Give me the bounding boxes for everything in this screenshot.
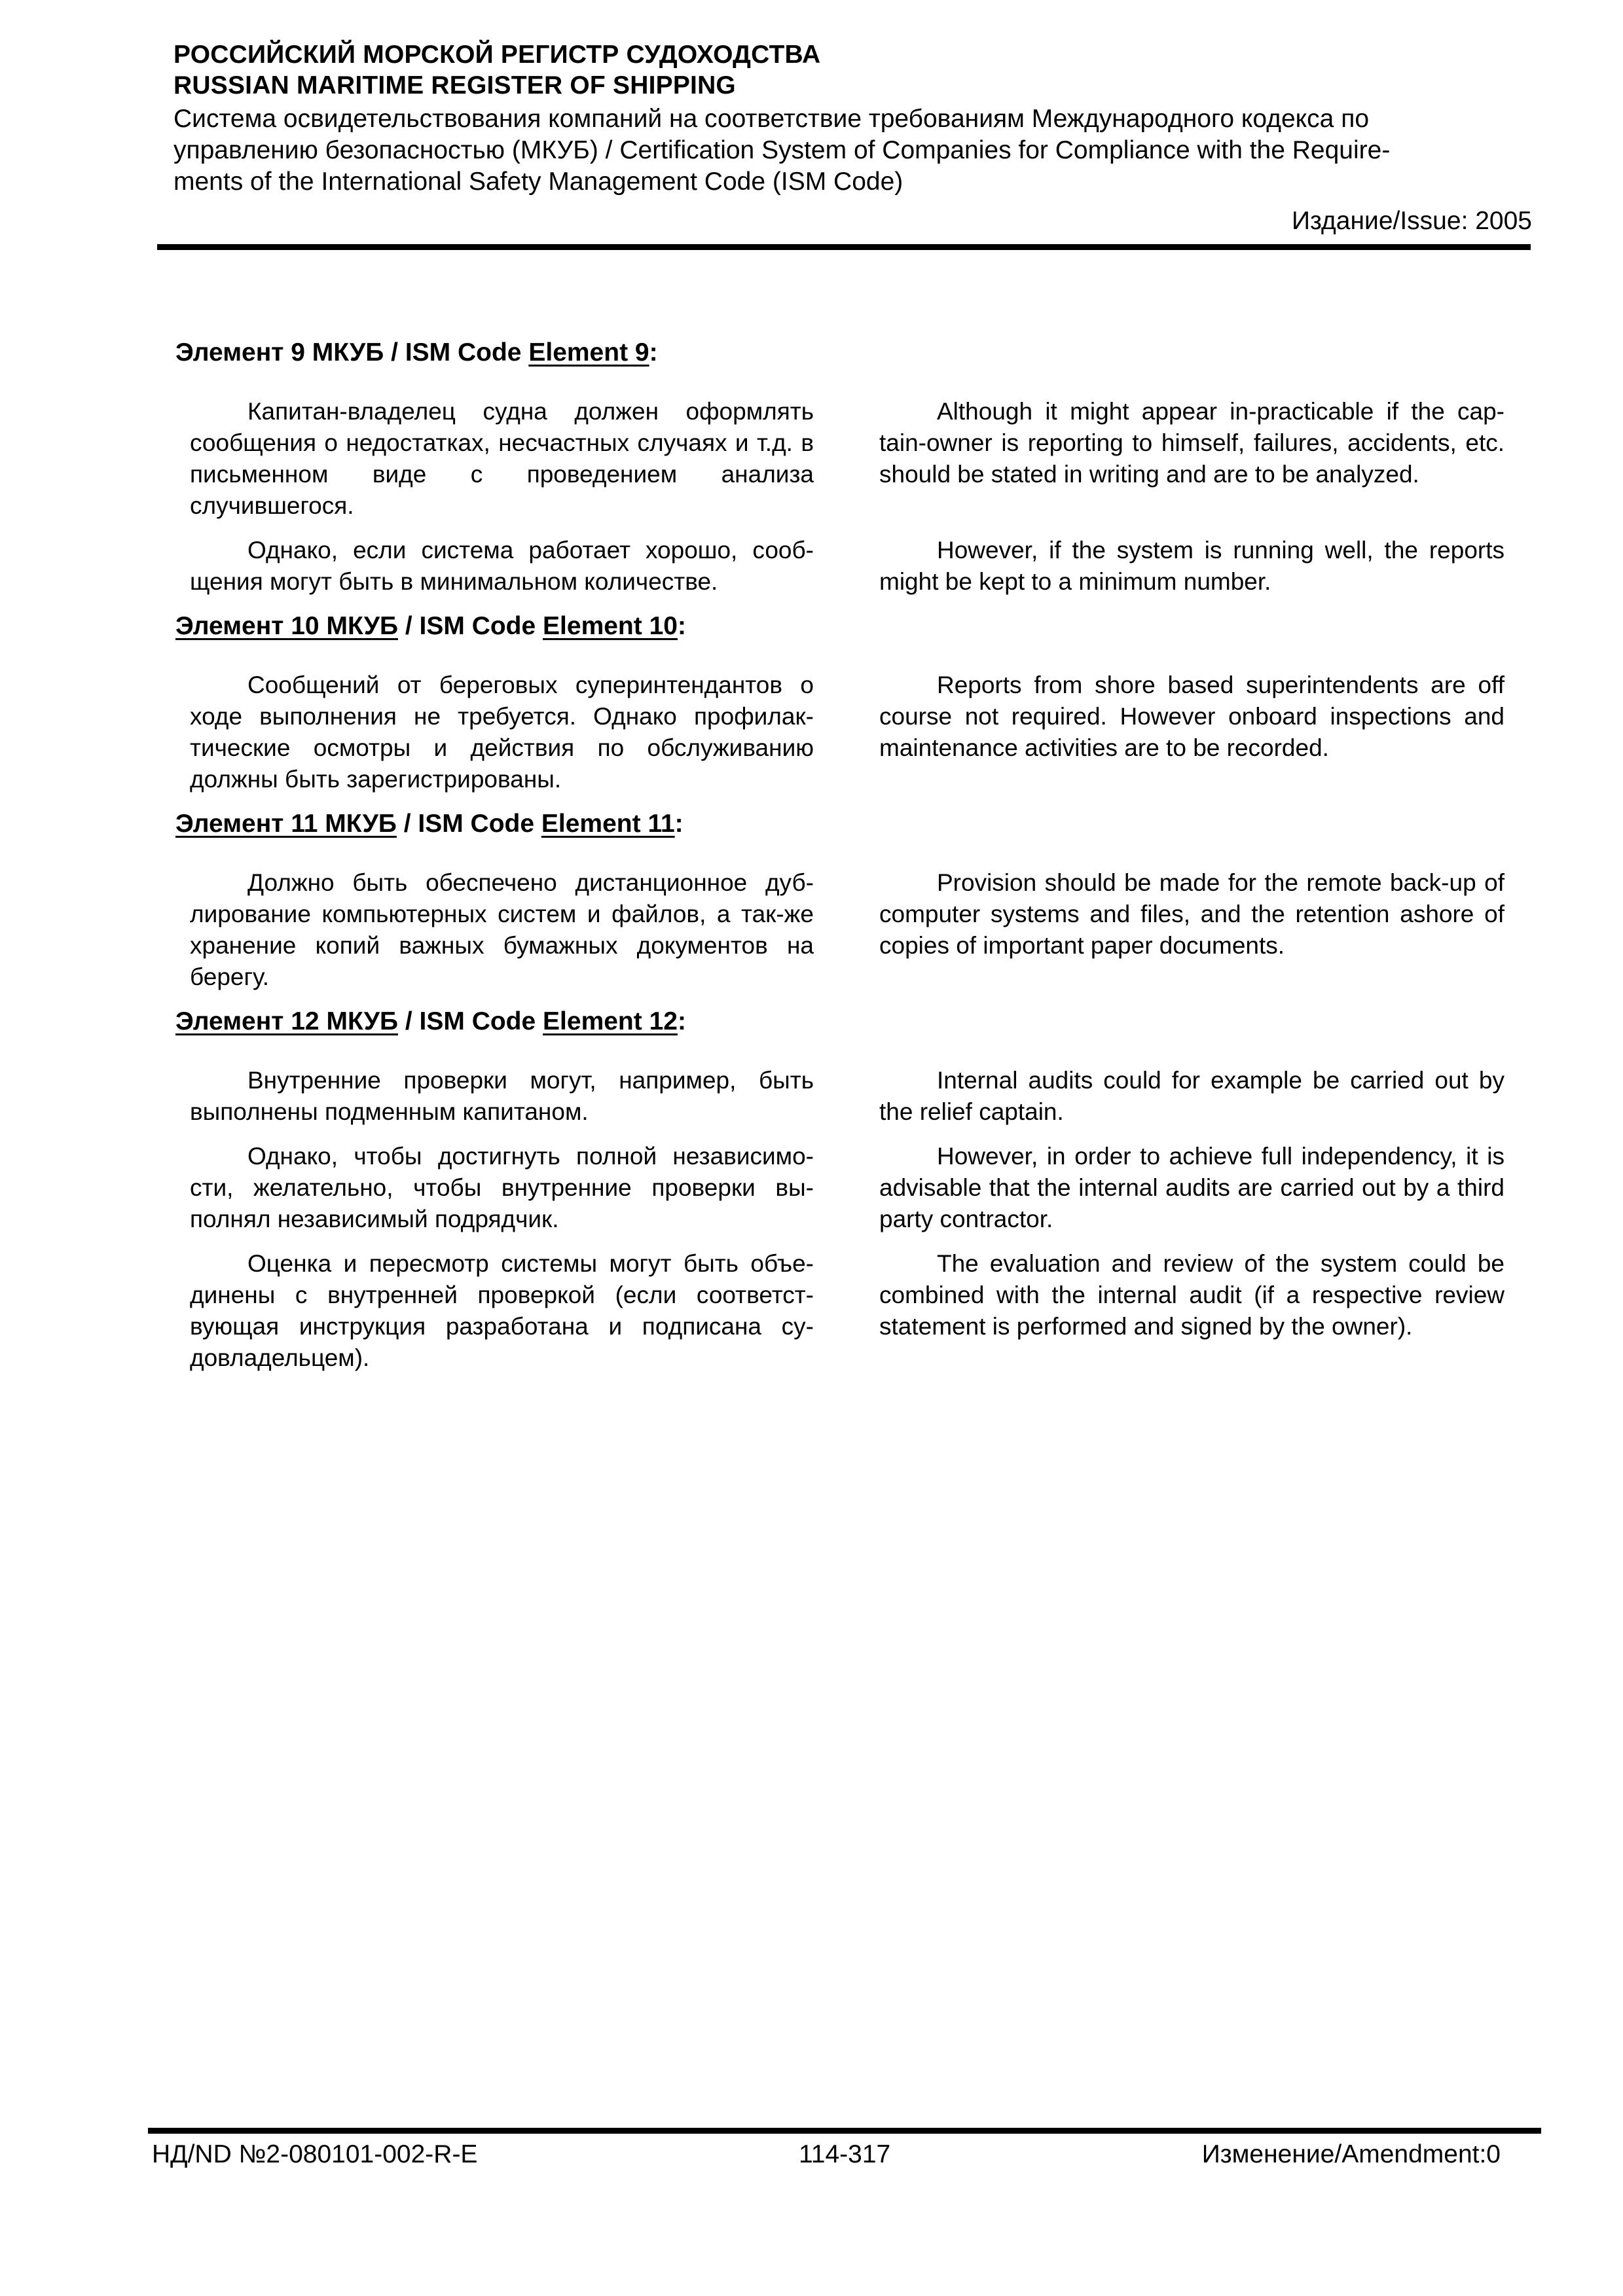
organization-name-ru: РОССИЙСКИЙ МОРСКОЙ РЕГИСТР СУДОХОДСТВА	[173, 41, 821, 69]
paragraph-pair	[175, 1248, 1504, 1374]
paragraph-en: Reports from shore based superintendents are off course not required. However onboard inspections and maintenance activities are to be recorded.	[879, 672, 1504, 761]
paragraph-pair	[175, 1141, 1504, 1235]
page-number: 114-317	[799, 2140, 891, 2168]
heading-suffix: :	[674, 810, 684, 838]
heading-link-element-10[interactable]: Element 10	[543, 612, 678, 640]
heading-link-element-9[interactable]: Element 9	[528, 338, 649, 367]
page-footer	[152, 2139, 1501, 2172]
document-body	[175, 337, 1504, 1387]
heading-prefix: Элемент 9 МКУБ / ISM Code	[175, 338, 529, 367]
heading-prefix: Элемент 10 МКУБ	[175, 612, 399, 640]
document-title-line: ments of the International Safety Management Code (ISM Code)	[173, 168, 903, 196]
heading-suffix: :	[677, 612, 686, 640]
paragraph-pair	[175, 535, 1504, 598]
paragraph-en: Although it might appear in-practicable if the cap-tain-owner is reporting to himself, failures, accidents, etc. should be stated in writing and are to be analyzed.	[879, 398, 1504, 488]
paragraph-en: However, if the system is running well, the reports might be kept to a minimum number.	[879, 537, 1504, 595]
document-title-line: управлению безопасностью (МКУБ) / Certification System of Companies for Compliance with the Require-	[173, 136, 1391, 164]
section-heading-element-12	[175, 1006, 1504, 1037]
section-heading-element-10	[175, 611, 1504, 642]
paragraph-ru: Капитан-владелец судна должен оформлять сообщения о недостатках, несчастных случаях и т.д. в письменном виде с проведением анализа случившегося.	[190, 398, 814, 519]
paragraph-ru: Однако, чтобы достигнуть полной независимо-сти, желательно, чтобы внутренние проверки вы-полнял независимый подрядчик.	[190, 1143, 814, 1232]
document-title-line: Система освидетельствования компаний на соответствие требованиям Международного кодекса по	[173, 105, 1370, 133]
heading-suffix: :	[649, 338, 658, 367]
issue-label: Издание/Issue: 2005	[1292, 207, 1532, 235]
paragraph-pair	[175, 867, 1504, 993]
paragraph-ru: Должно быть обеспечено дистанционное дуб-лирование компьютерных систем и файлов, а так-же хранение копий важных бумажных документов на берегу.	[190, 869, 814, 990]
paragraph-ru: Оценка и пересмотр системы могут быть объе-динены с внутренней проверкой (если соответст-вующая инструкция разработана и подписана су-довладельцем).	[190, 1250, 814, 1371]
organization-name-en: RUSSIAN MARITIME REGISTER OF SHIPPING	[173, 71, 736, 99]
paragraph-ru: Внутренние проверки могут, например, быть выполнены подменным капитаном.	[190, 1067, 814, 1125]
heading-prefix: Элемент 11 МКУБ	[175, 810, 397, 838]
footer-divider	[148, 2128, 1541, 2134]
heading-mid: / ISM Code	[398, 612, 543, 640]
heading-mid: / ISM Code	[396, 810, 541, 838]
paragraph-ru: Сообщений от береговых суперинтендантов о ходе выполнения не требуется. Однако профилак-тические осмотры и действия по обслуживанию должны быть зарегистрированы.	[190, 672, 814, 793]
paragraph-pair	[175, 670, 1504, 795]
paragraph-en: However, in order to achieve full independency, it is advisable that the internal audits are carried out by a third party contractor.	[879, 1143, 1504, 1232]
amendment-label: Изменение/Amendment:0	[1201, 2140, 1501, 2168]
heading-mid: / ISM Code	[398, 1007, 543, 1035]
heading-prefix: Элемент 12 МКУБ	[175, 1007, 399, 1035]
heading-suffix: :	[677, 1007, 686, 1035]
page-header	[173, 39, 1532, 237]
heading-link-element-11[interactable]: Element 11	[541, 810, 675, 838]
heading-link-element-12[interactable]: Element 12	[543, 1007, 678, 1035]
paragraph-en: Provision should be made for the remote back-up of computer systems and files, and the retention ashore of copies of important paper documents.	[879, 869, 1504, 959]
header-divider	[157, 244, 1531, 250]
paragraph-pair	[175, 1065, 1504, 1128]
document-title	[173, 103, 1532, 198]
paragraph-pair	[175, 396, 1504, 522]
paragraph-en: The evaluation and review of the system could be combined with the internal audit (if a respective review statement is performed and signed by the owner).	[879, 1250, 1504, 1340]
section-heading-element-9	[175, 337, 1504, 368]
section-heading-element-11	[175, 808, 1504, 840]
paragraph-ru: Однако, если система работает хорошо, сооб-щения могут быть в минимальном количестве.	[190, 537, 814, 595]
document-number: НД/ND №2-080101-002-R-E	[152, 2140, 478, 2168]
paragraph-en: Internal audits could for example be carried out by the relief captain.	[879, 1067, 1504, 1125]
